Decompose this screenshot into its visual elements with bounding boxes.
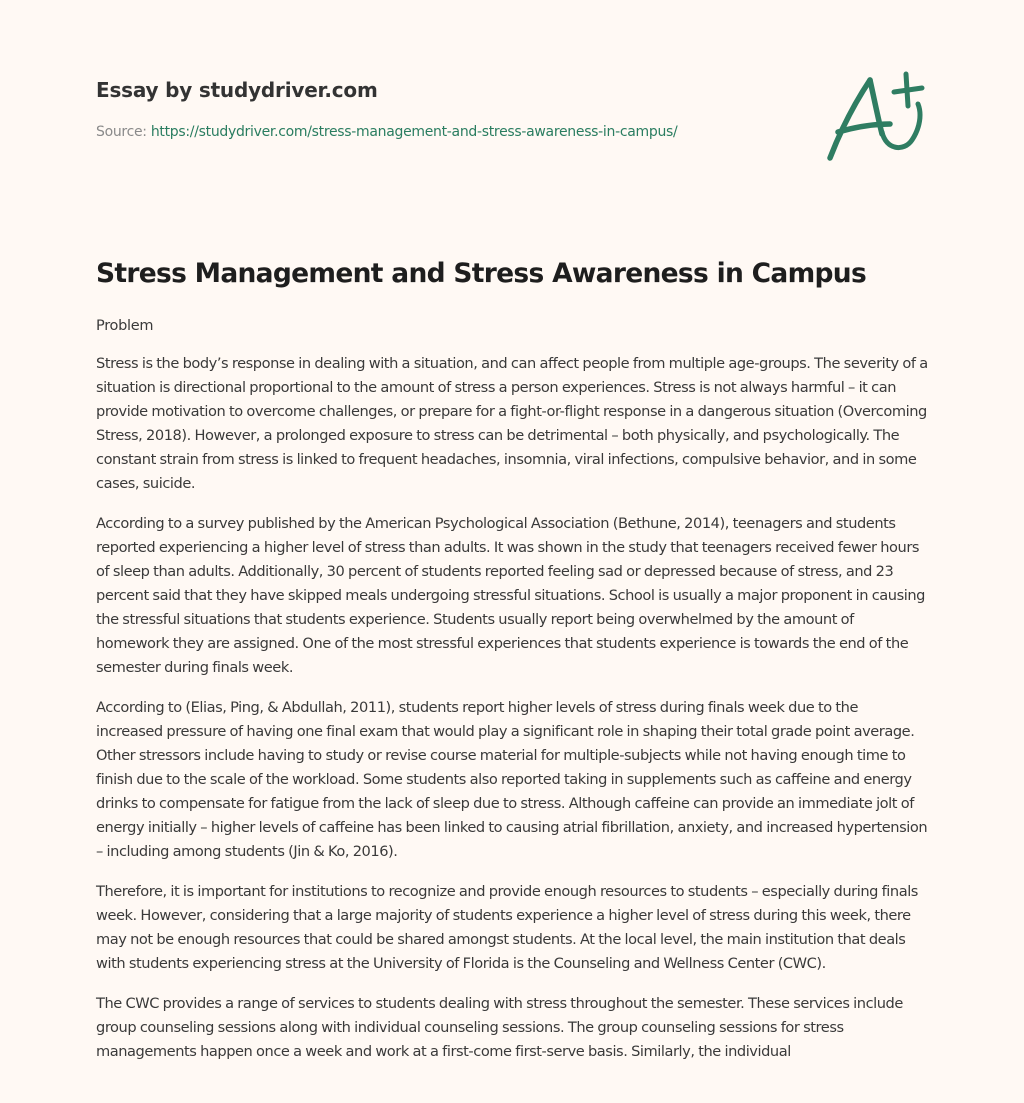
source-line (96, 122, 796, 142)
essay-body (96, 316, 928, 1080)
a-plus-grade-icon (818, 66, 930, 166)
section-label: Problem (96, 318, 154, 334)
source-link[interactable]: https://studydriver.com/stress-management-and-stress-awareness-in-campus/ (150, 124, 678, 140)
essay-header (96, 76, 796, 142)
paragraph: According to a survey published by the American Psychological Association (Bethune, 2014), teenagers and students reported experiencing a higher level of stress than adults. It was shown in the study that teenagers received fewer hours of sleep than adults. Additionally, 30 percent of students reported feeling sad or depressed because of stress, and 23 percent said that they have skipped meals undergoing stressful situations. School is usually a major proponent in causing the stressful situations that students experience. Students usually report being overwhelmed by the amount of homework they are assigned. One of the most stressful experiences that students experience is towards the end of the semester during finals week. (96, 515, 925, 676)
brand-title: Essay by studydriver.com (96, 78, 378, 102)
source-label: Source: (96, 124, 151, 140)
paragraph: According to (Elias, Ping, & Abdullah, 2011), students report higher levels of stress during finals week due to the increased pressure of having one final exam that would play a significant role in shaping their total grade point average. Other stressors include having to study or revise course material for multiple-subjects while not having enough time to finish due to the scale of the workload. Some students also reported taking in supplements such as caffeine and energy drinks to compensate for fatigue from the lack of sleep due to stress. Although caffeine can provide an immediate jolt of energy initially – higher levels of caffeine has been linked to causing atrial fibrillation, anxiety, and increased hypertension – including among students (Jin & Ko, 2016). (96, 699, 928, 860)
paragraph: Therefore, it is important for institutions to recognize and provide enough resources to students – especially during finals week. However, considering that a large majority of students experience a higher level of stress during this week, there may not be enough resources that could be shared amongst students. At the local level, the main institution that deals with students experiencing stress at the University of Florida is the Counseling and Wellness Center (CWC). (96, 883, 918, 972)
essay-title: Stress Management and Stress Awareness in Campus (96, 258, 867, 289)
paragraph: Stress is the body’s response in dealing with a situation, and can affect people from multiple age-groups. The severity of a situation is directional proportional to the amount of stress a person experiences. Stress is not always harmful – it can provide motivation to overcome challenges, or prepare for a fight-or-flight response in a dangerous situation (Overcoming Stress, 2018). However, a prolonged exposure to stress can be detrimental – both physically, and psychologically. The constant strain from stress is linked to frequent headaches, insomnia, viral infections, compulsive behavior, and in some cases, suicide. (96, 355, 928, 492)
paragraph: The CWC provides a range of services to students dealing with stress throughout the semester. These services include group counseling sessions along with individual counseling sessions. The group counseling sessions for stress managements happen once a week and work at a first-come first-serve basis. Similarly, the individual (96, 995, 903, 1060)
